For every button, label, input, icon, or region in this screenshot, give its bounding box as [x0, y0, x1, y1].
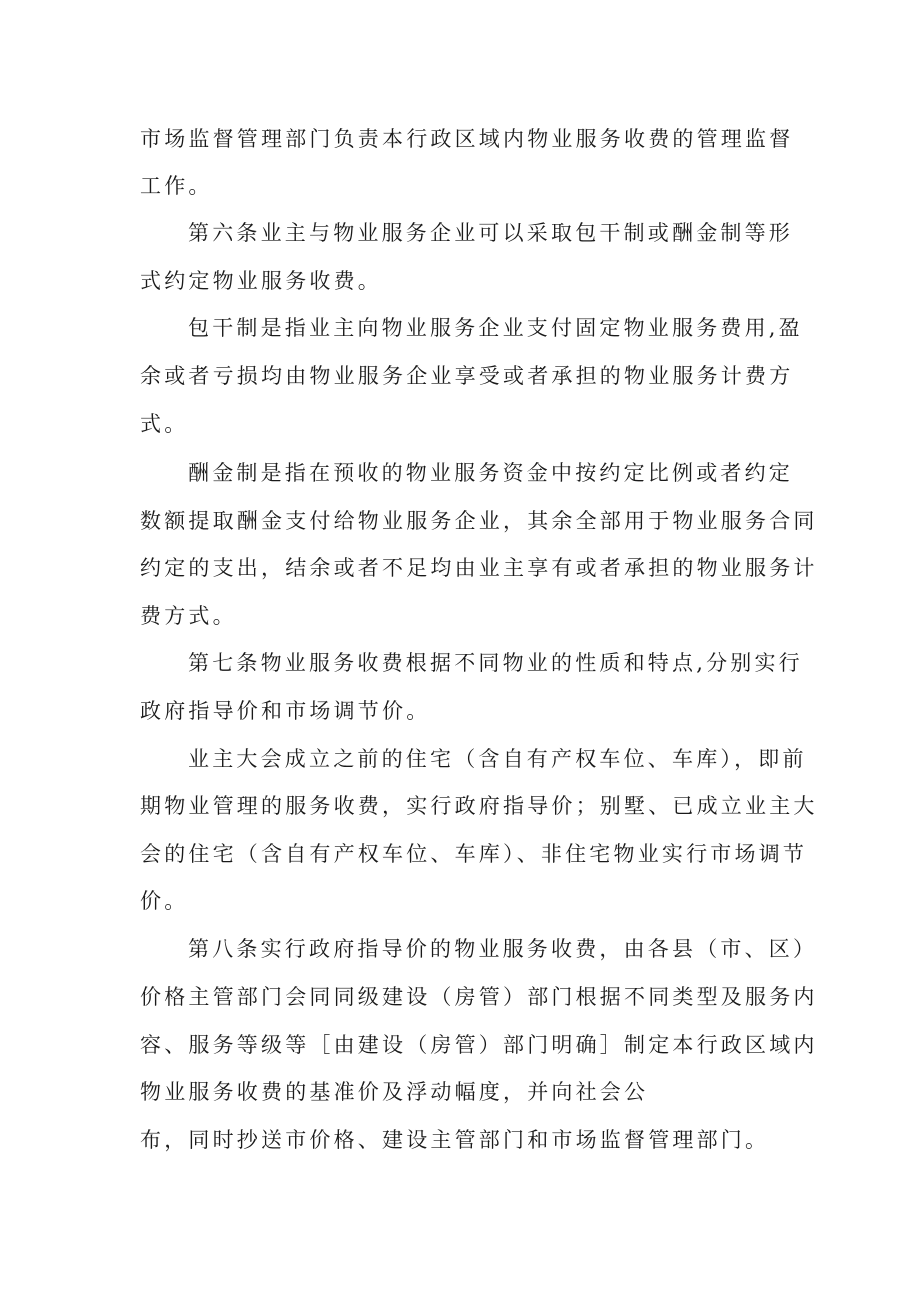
article-7-line-2: 政府指导价和市场调节价。: [140, 699, 431, 723]
fixed-fee-line-2: 余或者亏损均由物业服务企业享受或者承担的物业服务计费方: [140, 364, 794, 388]
article-8-line-5: 布，同时抄送市价格、建设主管部门和市场监督管理部门。: [140, 1128, 770, 1152]
article-7-line-1: 第七条物业服务收费根据不同物业的性质和特点,分别实行: [188, 651, 803, 675]
article-8-line-2: 价格主管部门会同同级建设（房管）部门根据不同类型及服务内: [140, 985, 818, 1009]
pricing-line-4: 价。: [140, 889, 189, 913]
pricing-line-3: 会的住宅（含自有产权车位、车库）、非住宅物业实行市场调节: [140, 842, 808, 866]
fixed-fee-line-1: 包干制是指业主向物业服务企业支付固定物业服务费用,盈: [188, 316, 803, 340]
pricing-line-2: 期物业管理的服务收费，实行政府指导价；别墅、已成立业主大: [140, 794, 818, 818]
article-6-line-1: 第六条业主与物业服务企业可以采取包干制或酬金制等形: [188, 221, 793, 245]
article-8-line-3: 容、服务等级等［由建设（房管）部门明确］制定本行政区域内: [140, 1033, 818, 1057]
commission-line-4: 费方式。: [140, 604, 237, 628]
article-8-line-1: 第八条实行政府指导价的物业服务收费，由各县（市、区）: [188, 937, 818, 961]
commission-line-1: 酬金制是指在预收的物业服务资金中按约定比例或者约定: [188, 461, 793, 485]
fixed-fee-line-3: 式。: [140, 412, 189, 436]
commission-line-2: 数额提取酬金支付给物业服务企业，其余全部用于物业服务合同: [140, 509, 818, 533]
text-line-2: 工作。: [140, 174, 213, 198]
commission-line-3: 约定的支出，结余或者不足均由业主享有或者承担的物业服务计: [140, 556, 818, 580]
article-8-line-4: 物业服务收费的基准价及浮动幅度，并向社会公: [140, 1080, 649, 1104]
article-6-line-2: 式约定物业服务收费。: [140, 269, 382, 293]
text-line-1: 市场监督管理部门负责本行政区域内物业服务收费的管理监督: [140, 127, 794, 151]
pricing-line-1: 业主大会成立之前的住宅（含自有产权车位、车库），即前: [188, 747, 807, 771]
